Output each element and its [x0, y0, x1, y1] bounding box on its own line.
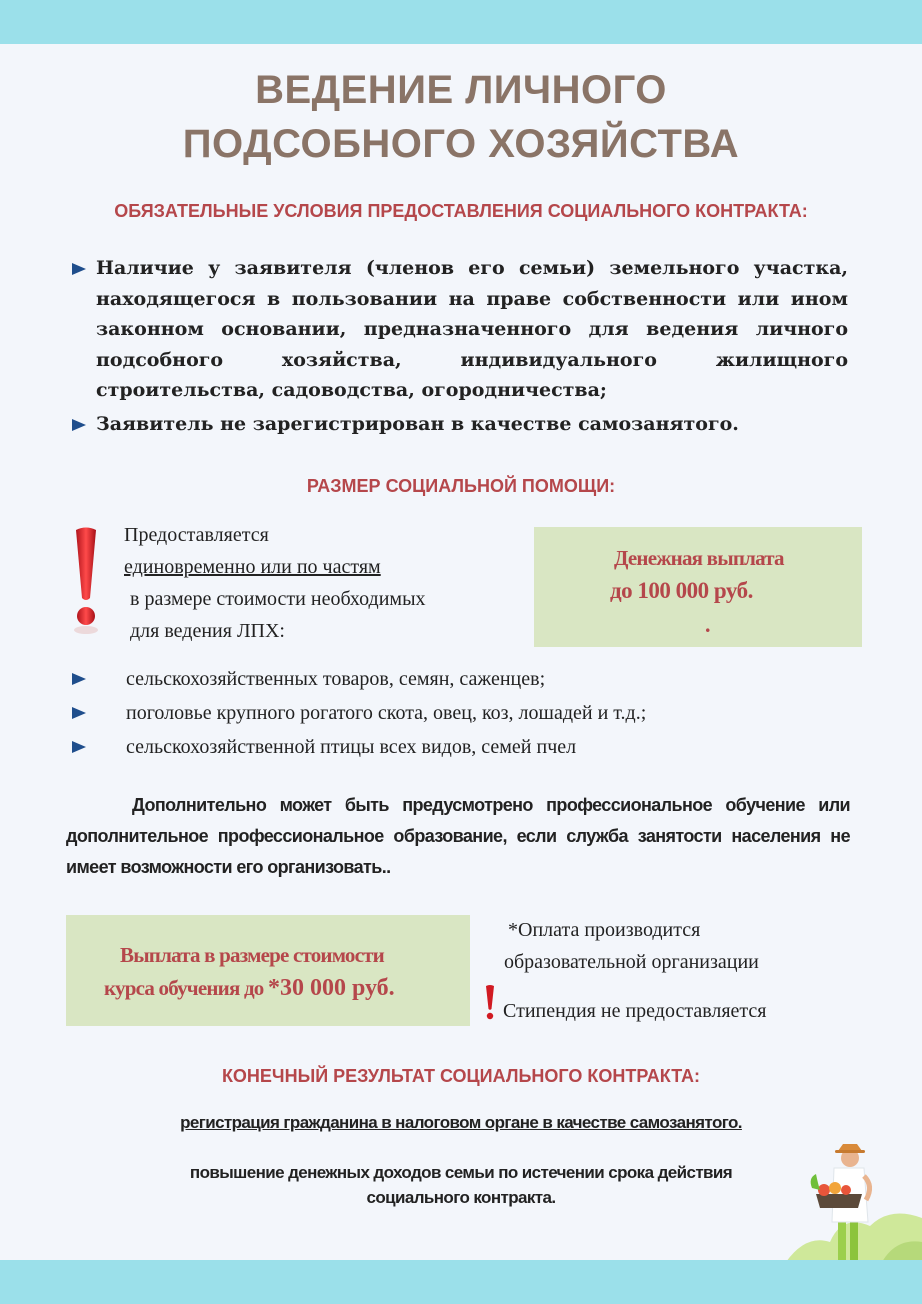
training-payment-box: [66, 915, 470, 1026]
bullet-icon: [72, 707, 86, 719]
aid-item-goods: сельскохозяйственных товаров, семян, саженцев;: [126, 668, 546, 690]
cash-payment-dot: .: [705, 612, 711, 637]
aid-item-livestock: поголовье крупного рогатого скота, овец, коз, лошадей и т.д.;: [126, 702, 647, 724]
bullet-icon: [72, 263, 86, 275]
result-heading: КОНЕЧНЫЙ РЕЗУЛЬТАТ СОЦИАЛЬНОГО КОНТРАКТА:: [221, 1066, 701, 1086]
aid-text-line3: в размере стоимости необходимых: [130, 588, 426, 610]
cash-payment-label: Денежная выплата: [614, 546, 784, 570]
cash-payment-amount: до 100 000 руб.: [610, 578, 753, 603]
training-paragraph: Дополнительно может быть предусмотрено профессиональное обучение или дополнительное профессиональное образование, если служба занятости населения не имеет возможности его организовать..: [66, 795, 850, 877]
payment-note-line2: образовательной организации: [504, 951, 759, 973]
page-title-line1: ВЕДЕНИЕ ЛИЧНОГО: [255, 68, 667, 112]
payment-note-line1: *Оплата производится: [508, 919, 701, 941]
result-item-registration: регистрация гражданина в налоговом органе в качестве самозанятого.: [180, 1113, 742, 1132]
result-item-income-line2: социального контракта.: [366, 1188, 556, 1207]
exclamation-icon: [484, 985, 496, 1021]
stipend-note: Стипендия не предоставляется: [503, 1000, 767, 1022]
farmer-illustration: [786, 1138, 922, 1262]
result-item-income-line1: повышение денежных доходов семьи по истечении срока действия: [189, 1163, 733, 1182]
training-payment-label: Выплата в размере стоимости: [120, 943, 384, 967]
training-payment-prefix: курса обучения до: [104, 976, 268, 1000]
aid-heading: РАЗМЕР СОЦИАЛЬНОЙ ПОМОЩИ:: [306, 476, 616, 496]
bullet-icon: [72, 741, 86, 753]
exclamation-icon: [66, 526, 106, 636]
training-payment-amount: *30 000 руб.: [267, 975, 395, 1001]
page-title-line2: ПОДСОБНОГО ХОЗЯЙСТВА: [182, 122, 740, 166]
aid-text-line4: для ведения ЛПХ:: [130, 620, 285, 642]
condition-item-land: Наличие у заявителя (членов его семьи) земельного участка, находящегося в пользовании на праве собственности или ином законном основании, предназначенного для ведения личного подсобного хозяйства, индивидуального жилищного строительства, садоводства, огородничества;: [96, 257, 848, 401]
aid-text-line1: Предоставляется: [124, 524, 269, 546]
condition-item-not-selfemployed: Заявитель не зарегистрирован в качестве самозанятого.: [96, 413, 739, 435]
conditions-heading: ОБЯЗАТЕЛЬНЫЕ УСЛОВИЯ ПРЕДОСТАВЛЕНИЯ СОЦИАЛЬНОГО КОНТРАКТА:: [114, 201, 808, 221]
bullet-icon: [72, 419, 86, 431]
top-band: [0, 0, 922, 44]
aid-text-line2: единовременно или по частям: [124, 556, 381, 578]
bullet-icon: [72, 673, 86, 685]
aid-item-poultry: сельскохозяйственной птицы всех видов, семей пчел: [126, 736, 577, 758]
bottom-band: [0, 1260, 922, 1304]
